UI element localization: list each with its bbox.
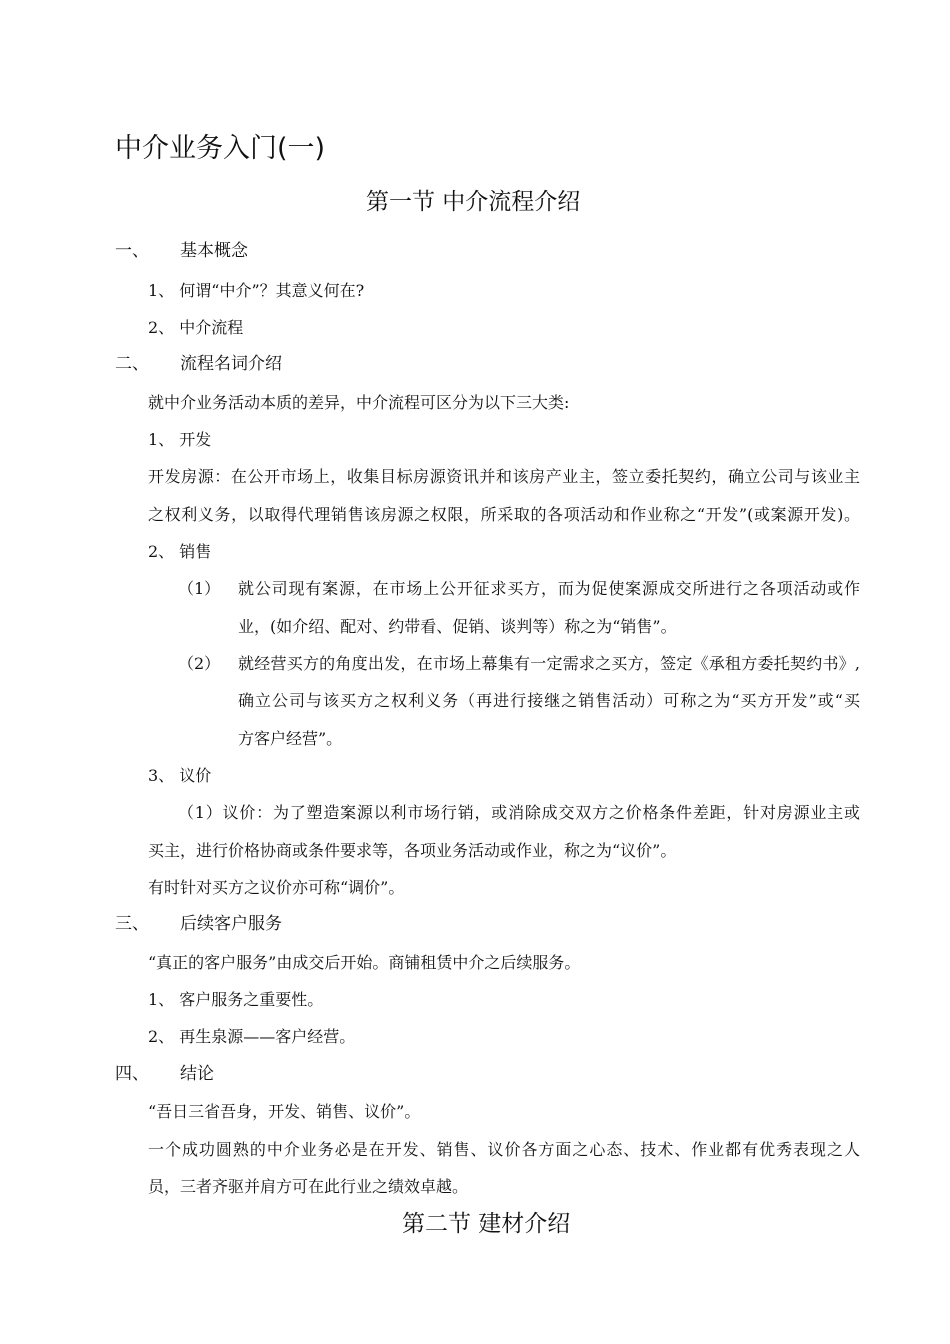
heading-2-text: 流程名词介绍 [180, 354, 282, 374]
subheading-sales: 2、 销售 [148, 542, 212, 561]
paragraph-line: “吾日三省吾身，开发、销售、议价”。 [148, 1102, 421, 1121]
heading-3-number: 三、 [115, 914, 149, 934]
paragraph: 就中介业务活动本质的差异，中介流程可区分为以下三大类: [148, 393, 570, 412]
paragraph: “真正的客户服务”由成交后开始。商铺租赁中介之后续服务。 [148, 953, 581, 972]
list-item: 2、 中介流程 [148, 318, 244, 337]
paragraph-line: 方客户经营”。 [238, 729, 343, 748]
paragraph-line: 就经营买方的角度出发，在市场上幕集有一定需求之买方，签定《承租方委托契约书》, [238, 654, 860, 673]
heading-2-number: 二、 [115, 354, 149, 374]
section-2-title: 第二节 建材介绍 [402, 1211, 571, 1237]
paragraph-line: 之权利义务，以取得代理销售该房源之权限，所采取的各项活动和作业称之“开发”(或案源开发)。 [148, 505, 860, 524]
list-item: 1、 客户服务之重要性。 [148, 990, 324, 1009]
heading-1-number: 一、 [115, 241, 149, 261]
subheading-develop: 1、 开发 [148, 430, 212, 449]
heading-3-text: 后续客户服务 [180, 914, 282, 934]
paragraph-line: 有时针对买方之议价亦可称“调价”。 [148, 878, 405, 897]
list-item: 1、 何谓“中介”？其意义何在? [148, 281, 365, 300]
heading-4-text: 结论 [180, 1064, 214, 1084]
enum-number: （1） [178, 579, 221, 598]
subheading-price: 3、 议价 [148, 766, 212, 785]
list-item: 2、 再生泉源——客户经营。 [148, 1027, 356, 1046]
section-1-title: 第一节 中介流程介绍 [366, 189, 581, 215]
enum-number: （2） [178, 654, 221, 673]
heading-4-number: 四、 [115, 1064, 149, 1084]
paragraph-line: 业，(如介绍、配对、约带看、促销、谈判等）称之为“销售”。 [238, 617, 677, 636]
heading-1-text: 基本概念 [180, 241, 248, 261]
paragraph-line: 确立公司与该买方之权利义务（再进行接继之销售活动）可称之为“买方开发”或“买 [238, 691, 860, 710]
paragraph-line: 就公司现有案源，在市场上公开征求买方，而为促使案源成交所进行之各项活动或作 [238, 579, 860, 598]
paragraph-line: （1）议价：为了塑造案源以利市场行销，或消除成交双方之价格条件差距，针对房源业主或 [178, 803, 860, 822]
paragraph-line: 一个成功圆熟的中介业务必是在开发、销售、议价各方面之心态、技术、作业都有优秀表现之人 [148, 1140, 860, 1159]
paragraph-line: 开发房源：在公开市场上，收集目标房源资讯并和该房产业主，签立委托契约，确立公司与该业主 [148, 467, 860, 486]
paragraph-line: 员，三者齐驱并肩方可在此行业之绩效卓越。 [148, 1177, 469, 1196]
paragraph-line: 买主，进行价格协商或条件要求等，各项业务活动或作业，称之为“议价”。 [148, 841, 677, 860]
document-title: 中介业务入门(一) [115, 133, 326, 164]
